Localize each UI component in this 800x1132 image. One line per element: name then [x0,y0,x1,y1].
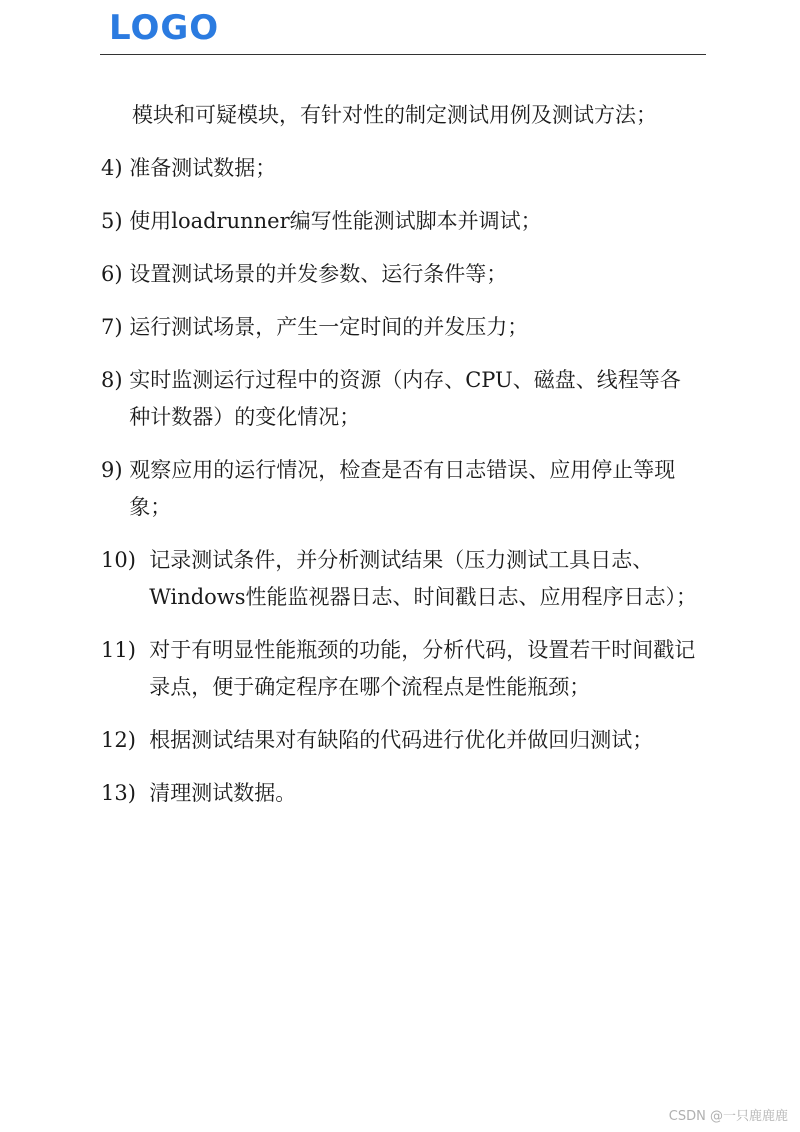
list-item-text: 对于有明显性能瓶颈的功能，分析代码，设置若干时间戳记录点，便于确定程序在哪个流程点是性能瓶颈； [149,638,696,699]
list-item [101,309,701,346]
list-item [101,203,701,240]
list-item-number: 11) [101,638,150,662]
list-item [101,722,701,759]
list-item-number: 10) [101,548,150,572]
list-item [101,362,701,436]
list-item-text: 实时监测运行过程中的资源（内存、CPU、磁盘、线程等各种计数器）的变化情况； [129,368,681,429]
list-item-text: 根据测试结果对有缺陷的代码进行优化并做回归测试； [149,728,654,752]
list-item [101,542,701,616]
list-item-text: 运行测试场景，产生一定时间的并发压力； [129,315,529,339]
watermark: CSDN @一只鹿鹿鹿 [668,1109,788,1124]
list-item-text: 使用loadrunner编写性能测试脚本并调试； [129,209,542,233]
list-item-number: 7) [101,315,130,339]
list-item [101,452,701,526]
list-item-text: 模块和可疑模块，有针对性的制定测试用例及测试方法； [132,103,657,127]
list-item [101,632,701,706]
list-item [101,97,701,134]
logo: LOGO [109,8,220,48]
list-item-number: 5) [101,209,130,233]
list-item-number: 4) [101,156,130,180]
list-item-number: 12) [101,728,150,752]
list-item-text: 观察应用的运行情况，检查是否有日志错误、应用停止等现象； [129,458,676,519]
header-divider [100,54,706,55]
list-item-number: 13) [101,781,150,805]
list-item [101,775,701,812]
list-item-number: 6) [101,262,130,286]
list-item-number: 8) [101,368,130,392]
list-item [101,256,701,293]
document-body [101,97,701,828]
list-item-text: 清理测试数据。 [149,781,297,805]
list-item-text: 设置测试场景的并发参数、运行条件等； [129,262,508,286]
list-item-text: 准备测试数据； [129,156,277,180]
list-item-number: 9) [101,458,130,482]
list-item [101,150,701,187]
list-item-text: 记录测试条件，并分析测试结果（压力测试工具日志、Windows性能监视器日志、时间戳日志、应用程序日志）； [149,548,698,609]
